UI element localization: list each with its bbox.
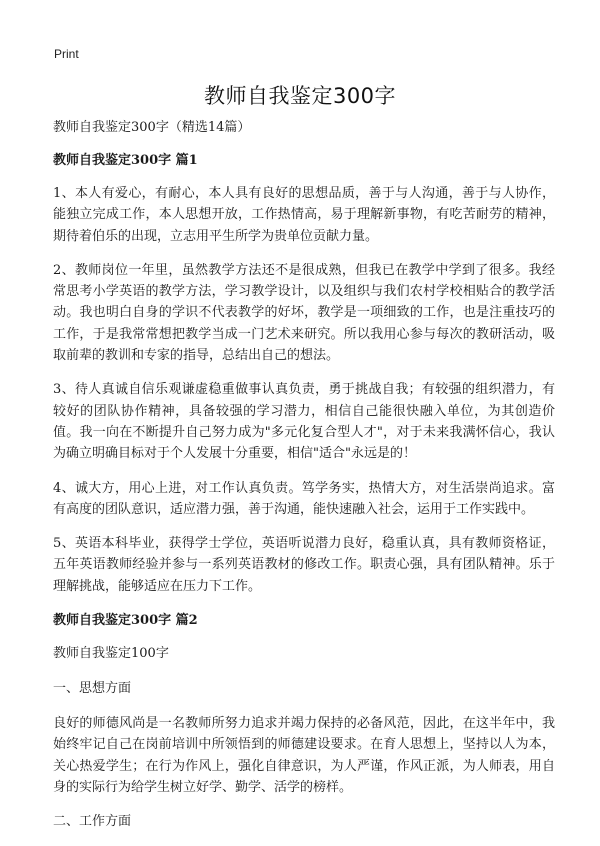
document-subtitle: 教师自我鉴定300字（精选14篇） xyxy=(53,120,251,135)
document-body xyxy=(53,117,555,846)
section-intro: 教师自我鉴定100字 xyxy=(53,646,169,662)
paragraph: 4、诚大方，用心上进，对工作认真负责。笃学务实，热情大方，对生活崇尚追求。富有高度的团队意识，适应潜力强，善于沟通，能快速融入社会，运用于工作实践中。 xyxy=(53,480,555,517)
page-title: 教师自我鉴定300字 xyxy=(203,84,397,108)
paragraph: 3、待人真诚自信乐观谦虚稳重做事认真负责，勇于挑战自我；有较强的组织潜力，有较好的团队协作精神，具备较强的学习潜力，相信自己能很快融入单位，为其创造价值。我一向在不断提升自己努力成为"多元化复合型人才"，对于未来我满怀信心，我认为确立明确目标对于个人发展十分重要，相信"适合"永远是的！ xyxy=(53,382,555,462)
section-heading-1: 教师自我鉴定300字 篇1 xyxy=(53,153,198,168)
paragraph: 5、英语本科毕业，获得学士学位，英语听说潜力良好，稳重认真，具有教师资格证，五年英语教师经验并参与一系列英语教材的修改工作。职责心强，具有团队精神。乐于理解挑战，能够适应在压力下工作。 xyxy=(53,536,555,594)
subsection-heading-work: 二、工作方面 xyxy=(53,814,132,830)
print-link[interactable]: Print xyxy=(54,47,79,61)
paragraph: 2、教师岗位一年里，虽然教学方法还不是很成熟，但我已在教学中学到了很多。我经常思考小学英语的教学方法，学习教学设计，以及组织与我们农村学校相贴合的教学活动。我也明白自身的学识不代表教学的好坏，教学是一项细致的工作，也是注重技巧的工作，于是我常常想把教学当成一门艺术来研究。所以我用心参与每次的教研活动，吸取前辈的教训和专家的指导，总结出自己的想法。 xyxy=(53,262,555,364)
section-heading-2: 教师自我鉴定300字 篇2 xyxy=(53,613,198,629)
subsection-heading-thought: 一、思想方面 xyxy=(53,681,132,697)
paragraph: 良好的师德风尚是一名教师所努力追求并竭力保持的必备风范，因此，在这半年中，我始终牢记自己在岗前培训中所领悟到的师德建设要求。在育人思想上，坚持以人为本，关心热爱学生；在行为作风上，强化自律意识，为人严谨，作风正派，为人师表，用自身的实际行为给学生树立好学、勤学、活学的榜样。 xyxy=(53,716,555,795)
paragraph: 1、本人有爱心，有耐心，本人具有良好的思想品质，善于与人沟通，善于与人协作，能独立完成工作，本人思想开放，工作热情高，易于理解新事物，有吃苦耐劳的精神，期待着伯乐的出现，立志用平生所学为贵单位贡献力量。 xyxy=(53,186,555,244)
